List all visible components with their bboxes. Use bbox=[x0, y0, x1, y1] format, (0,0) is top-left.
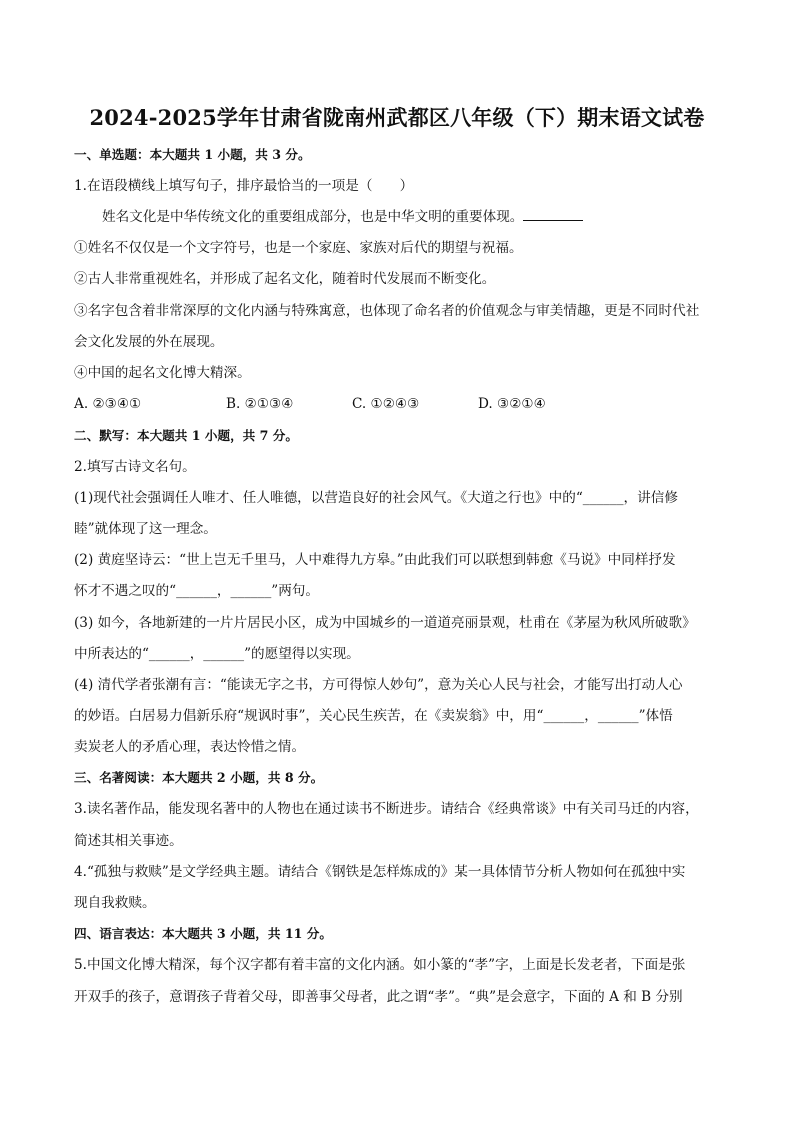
section-heading-2: 二、默写：本大题共 1 小题，共 7 分。 bbox=[74, 428, 298, 443]
option-d[interactable]: D. ③②①④ bbox=[478, 396, 546, 412]
answer-blank bbox=[523, 208, 583, 221]
question-5: 5.中国文化博大精深，每个汉字都有着丰富的文化内涵。如小篆的“孝”字，上面是长发老者，下面是张 bbox=[74, 957, 686, 973]
question-2-part-3-cont: 中所表达的“______，______”的愿望得以实现。 bbox=[74, 646, 360, 662]
question-1-stem: 1.在语段横线上填写句子，排序最恰当的一项是（ ） bbox=[74, 178, 414, 194]
question-3-cont: 简述其相关事迹。 bbox=[74, 833, 183, 849]
option-c[interactable]: C. ①②④③ bbox=[352, 396, 420, 412]
option-b[interactable]: B. ②①③④ bbox=[226, 396, 294, 412]
question-1-options bbox=[74, 396, 724, 414]
question-3: 3.读名著作品，能发现名著中的人物也在通过读书不断进步。请结合《经典常谈》中有关司马迁的内容， bbox=[74, 801, 699, 817]
question-2-part-3: (3) 如今，各地新建的一片片居民小区，成为中国城乡的一道道亮丽景观，杜甫在《茅屋为秋风所破歌》 bbox=[74, 615, 696, 631]
question-4: 4.“孤独与救赎”是文学经典主题。请结合《钢铁是怎样炼成的》某一具体情节分析人物如何在孤独中实 bbox=[74, 864, 686, 880]
question-4-cont: 现自我救赎。 bbox=[74, 895, 156, 911]
question-2-stem: 2.填写古诗文名句。 bbox=[74, 459, 196, 475]
question-2-part-1-cont: 睦”就体现了这一理念。 bbox=[74, 521, 217, 537]
option-a[interactable]: A. ②③④① bbox=[74, 396, 142, 412]
question-1-passage: 姓名文化是中华传统文化的重要组成部分，也是中华文明的重要体现。 bbox=[102, 208, 752, 226]
section-heading-4: 四、语言表达：本大题共 3 小题，共 11 分。 bbox=[74, 926, 332, 941]
question-2-part-4-cont: 的妙语。白居易力倡新乐府“规讽时事”，关心民生疾苦，在《卖炭翁》中，用“______，______”体悟 bbox=[74, 708, 673, 724]
question-5-cont: 开双手的孩子，意谓孩子背着父母，即善事父母者，此之谓“孝”。“典”是会意字，下面的 A 和 B 分别 bbox=[74, 989, 683, 1005]
sentence-1: ①姓名不仅仅是一个文字符号，也是一个家庭、家族对后代的期望与祝福。 bbox=[74, 240, 523, 256]
question-2-part-2-cont: 怀才不遇之叹的“______，______”两句。 bbox=[74, 583, 319, 599]
section-heading-3: 三、名著阅读：本大题共 2 小题，共 8 分。 bbox=[74, 770, 324, 785]
question-2-part-1: (1)现代社会强调任人唯才、任人唯德，以营造良好的社会风气。《大道之行也》中的“______，讲信修 bbox=[74, 490, 678, 506]
sentence-3: ③名字包含着非常深厚的文化内涵与特殊寓意，也体现了命名者的价值观念与审美情趣，更是不同时代社 bbox=[74, 303, 700, 319]
page-title: 2024-2025学年甘肃省陇南州武都区八年级（下）期末语文试卷 bbox=[89, 105, 705, 130]
section-heading-1: 一、单选题：本大题共 1 小题，共 3 分。 bbox=[74, 147, 311, 162]
sentence-4: ④中国的起名文化博大精深。 bbox=[74, 365, 251, 381]
question-2-part-4: (4) 清代学者张潮有言：“能读无字之书，方可得惊人妙句”，意为关心人民与社会，才能写出打动人心 bbox=[74, 677, 683, 693]
question-2-part-4-cont2: 卖炭老人的矛盾心理，表达怜惜之情。 bbox=[74, 739, 306, 755]
sentence-2: ②古人非常重视姓名，并形成了起名文化，随着时代发展而不断变化。 bbox=[74, 271, 496, 287]
sentence-3-cont: 会文化发展的外在展现。 bbox=[74, 334, 224, 350]
question-2-part-2: (2) 黄庭坚诗云：“世上岂无千里马，人中难得九方皋。”由此我们可以联想到韩愈《马说》中同样抒发 bbox=[74, 552, 676, 568]
